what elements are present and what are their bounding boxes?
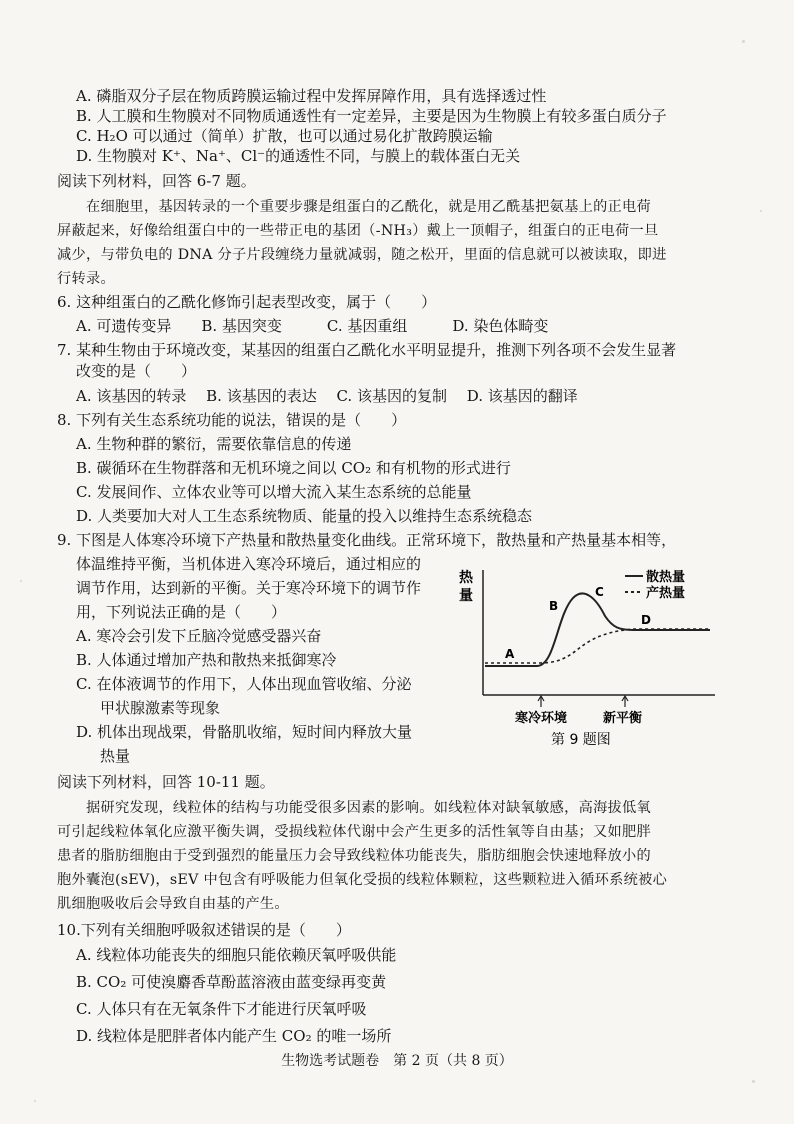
scan-speck bbox=[34, 1100, 36, 1102]
point-label-d: D bbox=[641, 613, 651, 627]
scan-speck bbox=[760, 210, 762, 212]
q6-stem: 6. 这种组蛋白的乙酰化修饰引起表型改变，属于（ ） bbox=[57, 293, 437, 311]
passage-2-line-3: 患者的脂肪细胞由于受到强烈的能量压力会导致线粒体功能丧失，脂肪细胞会快速地释放小的 bbox=[57, 848, 651, 864]
q5-option-c: C. H₂O 可以通过（简单）扩散，也可以通过易化扩散跨膜运输 bbox=[76, 127, 493, 145]
scan-speck bbox=[752, 1080, 755, 1083]
heat-production-curve bbox=[485, 629, 710, 663]
page-footer: 生物选考试题卷 第 2 页（共 8 页） bbox=[281, 1053, 513, 1069]
q9-option-d-line-2: 热量 bbox=[100, 747, 131, 765]
reading-heading-10-11: 阅读下列材料，回答 10-11 题。 bbox=[57, 773, 275, 791]
passage-2-line-1: 据研究发现，线粒体的结构与功能受很多因素的影响。如线粒体对缺氧敏感，高海拔低氧 bbox=[86, 800, 652, 816]
passage-2-line-2: 可引起线粒体氧化应激平衡失调，受损线粒体代谢中会产生更多的活性氧等自由基；又如肥胖 bbox=[57, 824, 651, 840]
point-label-a: A bbox=[505, 647, 515, 661]
q8-option-b: B. 碳循环在生物群落和无机环境之间以 CO₂ 和有机物的形式进行 bbox=[76, 459, 511, 477]
passage-1-line-1: 在细胞里，基因转录的一个重要步骤是组蛋白的乙酰化，就是用乙酰基把氨基上的正电荷 bbox=[86, 199, 652, 215]
q8-option-c: C. 发展间作、立体农业等可以增大流入某生态系统的总能量 bbox=[76, 483, 472, 501]
q8-stem: 8. 下列有关生态系统功能的说法，错误的是（ ） bbox=[57, 411, 407, 429]
q5-option-a: A. 磷脂双分子层在物质跨膜运输过程中发挥屏障作用，具有选择透过性 bbox=[76, 87, 547, 105]
q7-stem-line-2: 改变的是（ ） bbox=[76, 362, 197, 380]
q10-option-c: C. 人体只有在无氧条件下才能进行厌氧呼吸 bbox=[76, 1000, 367, 1018]
q6-options: A. 可遗传变异 B. 基因突变 C. 基因重组 D. 染色体畸变 bbox=[76, 317, 549, 335]
q10-option-a: A. 线粒体功能丧失的细胞只能依赖厌氧呼吸供能 bbox=[76, 946, 397, 964]
legend-solid-label: 散热量 bbox=[646, 570, 686, 585]
q10-option-b: B. CO₂ 可使溴麝香草酚蓝溶液由蓝变绿再变黄 bbox=[76, 973, 387, 991]
scan-speck bbox=[20, 580, 22, 582]
q10-stem: 10.下列有关细胞呼吸叙述错误的是（ ） bbox=[57, 921, 351, 939]
q9-stem-line-3: 调节作用，达到新的平衡。关于寒冷环境下的调节作 bbox=[76, 579, 422, 597]
q5-option-d: D. 生物膜对 K⁺、Na⁺、Cl⁻的通透性不同，与膜上的载体蛋白无关 bbox=[76, 147, 521, 165]
point-label-c: C bbox=[595, 585, 604, 599]
q8-option-d: D. 人类要加大对人工生态系统物质、能量的投入以维持生态系统稳态 bbox=[76, 507, 533, 525]
q9-stem-line-1: 9. 下图是人体寒冷环境下产热量和散热量变化曲线。正常环境下，散热量和产热量基本相等， bbox=[57, 531, 677, 549]
q8-option-a: A. 生物种群的繁衍，需要依靠信息的传递 bbox=[76, 435, 352, 453]
y-axis-label-char-1: 热 bbox=[459, 570, 473, 586]
passage-2-line-4: 胞外囊泡(sEV)，sEV 中包含有呼吸能力但氧化受损的线粒体颗粒，这些颗粒进入循环系统被心 bbox=[57, 872, 668, 888]
q7-stem-line-1: 7. 某种生物由于环境改变，某基因的组蛋白乙酰化水平明显提升，推测下列各项不会发生显著 bbox=[57, 341, 677, 359]
q5-option-b: B. 人工膜和生物膜对不同物质通透性有一定差异，主要是因为生物膜上有较多蛋白质分子 bbox=[76, 107, 667, 125]
x-label-new-balance: 新平衡 bbox=[603, 711, 643, 726]
q9-stem-line-2: 体温维持平衡，当机体进入寒冷环境后，通过相应的 bbox=[76, 555, 422, 573]
q9-option-d-line-1: D. 机体出现战栗，骨骼肌收缩，短时间内释放大量 bbox=[76, 723, 413, 741]
q9-option-b: B. 人体通过增加产热和散热来抵御寒冷 bbox=[76, 651, 337, 669]
scan-speck bbox=[742, 40, 745, 43]
q9-stem-line-4: 用，下列说法正确的是（ ） bbox=[76, 603, 287, 621]
q9-option-a: A. 寒冷会引发下丘脑冷觉感受器兴奋 bbox=[76, 627, 322, 645]
passage-1-line-4: 行转录。 bbox=[57, 271, 115, 287]
q9-option-c-line-1: C. 在体液调节的作用下，人体出现血管收缩、分泌 bbox=[76, 675, 412, 693]
figure-caption: 第 9 题图 bbox=[551, 732, 611, 748]
point-label-b: B bbox=[549, 599, 559, 613]
reading-heading-6-7: 阅读下列材料，回答 6-7 题。 bbox=[57, 172, 256, 190]
q9-option-c-line-2: 甲状腺激素等现象 bbox=[100, 699, 221, 717]
passage-1-line-3: 减少，与带负电的 DNA 分子片段缠绕力量就减弱，随之松开，里面的信息就可以被读取，即进 bbox=[57, 247, 667, 263]
q7-options: A. 该基因的转录 B. 该基因的表达 C. 该基因的复制 D. 该基因的翻译 bbox=[76, 387, 578, 405]
q10-option-d: D. 线粒体是肥胖者体内能产生 CO₂ 的唯一场所 bbox=[76, 1027, 392, 1045]
q9-heat-curve-figure bbox=[455, 560, 725, 750]
passage-2-line-5: 肌细胞吸收后会导致自由基的产生。 bbox=[57, 896, 289, 912]
passage-1-line-2: 屏蔽起来，好像给组蛋白中的一些带正电的基团（-NH₃）戴上一顶帽子，组蛋白的正电荷一旦 bbox=[57, 223, 659, 239]
x-label-cold-environment: 寒冷环境 bbox=[515, 711, 568, 726]
y-axis-label-char-2: 量 bbox=[459, 588, 473, 604]
legend-dashed-label: 产热量 bbox=[646, 586, 686, 601]
